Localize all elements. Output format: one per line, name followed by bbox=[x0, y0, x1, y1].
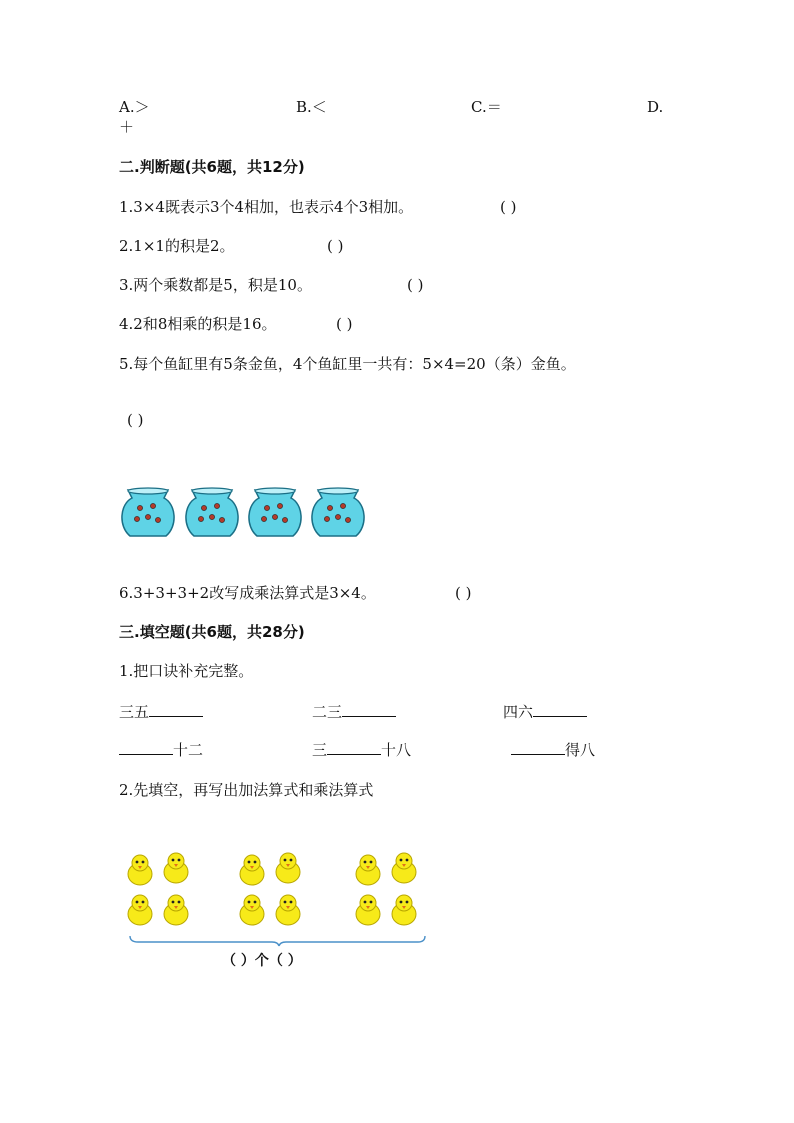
fishbowl-4 bbox=[312, 488, 364, 536]
s3-question-2: 2.先填空，再写出加法算式和乘法算式 bbox=[119, 781, 374, 799]
fill-blank[interactable] bbox=[342, 702, 396, 717]
s2-question-6: 6.3+3+3+2改写成乘法算式是3×4。 bbox=[119, 584, 376, 602]
choice-d: D. bbox=[647, 98, 664, 116]
s2-question-1: 1.3×4既表示3个4相加，也表示4个3相加。 bbox=[119, 198, 414, 216]
fill-blank[interactable] bbox=[327, 740, 381, 755]
s2-answer-paren-5[interactable]: ( ) bbox=[127, 411, 144, 429]
s2-answer-paren-3[interactable]: ( ) bbox=[407, 276, 424, 294]
fill-blank[interactable] bbox=[511, 740, 565, 755]
section2-title: 二.判断题(共6题，共12分) bbox=[119, 158, 305, 176]
rhyme-row2-col2: 三 十八 bbox=[312, 741, 412, 759]
choice-c: C.＝ bbox=[471, 98, 502, 116]
fishbowl-1 bbox=[122, 488, 174, 536]
rhyme-row1-col1: 三五 bbox=[119, 702, 203, 722]
s2-question-2: 2.1×1的积是2。 bbox=[119, 237, 235, 255]
s2-answer-paren-2[interactable]: ( ) bbox=[327, 237, 344, 255]
s2-question-4: 4.2和8相乘的积是16。 bbox=[119, 315, 277, 333]
fishbowl-2 bbox=[186, 488, 238, 536]
s2-answer-paren-1[interactable]: ( ) bbox=[500, 198, 517, 216]
chicks-caption: （ ）个（ ） bbox=[222, 953, 302, 969]
chicks-illustration bbox=[124, 852, 430, 948]
rhyme-row1-col3: 四六 bbox=[503, 702, 587, 722]
fishbowls-illustration bbox=[118, 486, 370, 542]
fill-blank[interactable] bbox=[149, 702, 203, 717]
rhyme-row2-col1: 十二 bbox=[119, 740, 203, 760]
rhyme-row2-col3: 得八 bbox=[511, 740, 595, 760]
choice-b: B.＜ bbox=[296, 98, 327, 116]
section3-title: 三.填空题(共6题，共28分) bbox=[119, 623, 305, 641]
choice-a: A.＞ bbox=[119, 98, 150, 116]
fill-blank[interactable] bbox=[119, 740, 173, 755]
s3-question-1: 1.把口诀补充完整。 bbox=[119, 662, 254, 680]
chick-group-2 bbox=[240, 853, 300, 925]
chick-group-3 bbox=[356, 853, 416, 925]
s2-question-5: 5.每个鱼缸里有5条金鱼，4个鱼缸里一共有：5×4=20（条）金鱼。 bbox=[119, 355, 576, 373]
chick-group-1 bbox=[128, 853, 188, 925]
fill-blank[interactable] bbox=[533, 702, 587, 717]
s2-answer-paren-4[interactable]: ( ) bbox=[336, 315, 353, 333]
choice-d-value: ＋ bbox=[119, 118, 135, 136]
brace bbox=[130, 936, 425, 946]
s2-answer-paren-6[interactable]: ( ) bbox=[455, 584, 472, 602]
fishbowl-3 bbox=[249, 488, 301, 536]
rhyme-row1-col2: 二三 bbox=[312, 702, 396, 722]
s2-question-3: 3.两个乘数都是5，积是10。 bbox=[119, 276, 312, 294]
